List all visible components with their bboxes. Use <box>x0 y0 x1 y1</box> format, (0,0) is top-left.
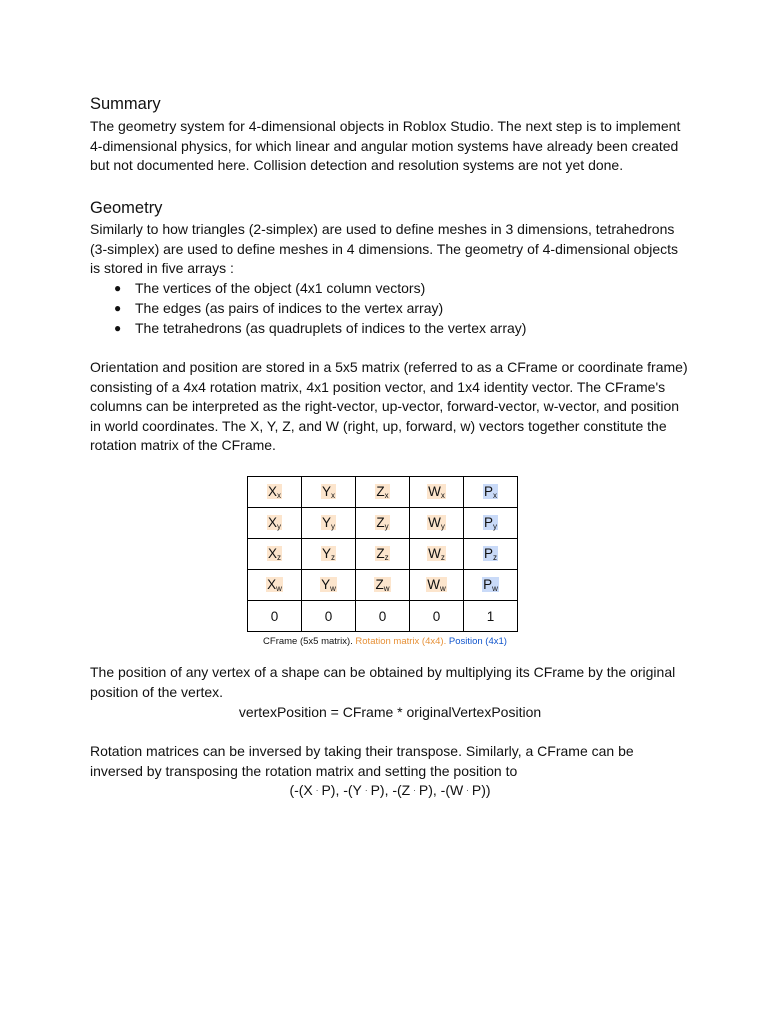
matrix-caption: CFrame (5x5 matrix). Rotation matrix (4x4). Position (4x1) <box>263 636 507 647</box>
matrix-row <box>248 539 518 570</box>
matrix-row <box>248 570 518 601</box>
matrix-cell: $X_x$ <box>248 477 302 508</box>
list-item: ● The edges (as pairs of indices to the vertex array) <box>90 299 690 319</box>
matrix-cell: $Y_z$ <box>302 539 356 570</box>
cframe-matrix-table <box>247 476 518 632</box>
matrix-cell: $W_w$ <box>410 570 464 601</box>
matrix-cell: $Z_z$ <box>356 539 410 570</box>
bullet-icon: ● <box>114 300 122 315</box>
orientation-paragraph: Orientation and position are stored in a 5x5 matrix (referred to as a CFrame or coordinate frame) consisting of a 4x4 rotation matrix, 4x1 position vector, and 1x4 identity vector. The CFrame's columns can be interpreted as the right-vector, up-vector, forward-vector, w-vector, and position in world coordinates. The X, Y, Z, and W (right, up, forward, w) vectors together constitute the rotation matrix of the CFrame. <box>90 359 688 454</box>
bullet-icon: ● <box>114 281 122 295</box>
matrix-cell: $X_w$ <box>248 570 302 601</box>
inverse-paragraph: Rotation matrices can be inversed by taking their transpose. Similarly, a CFrame can be inversed by transposing the rotation matrix and setting the position to <box>90 743 634 779</box>
matrix-row <box>248 477 518 508</box>
geometry-heading: Geometry <box>90 199 163 217</box>
summary-heading: Summary <box>90 95 161 113</box>
matrix-cell: $X_y$ <box>248 508 302 539</box>
bullet-icon: ● <box>114 320 122 335</box>
caption-rotation: Rotation matrix (4x4). <box>355 636 447 647</box>
matrix-cell: 0 <box>302 601 356 632</box>
matrix-cell: 0 <box>248 601 302 632</box>
vertex-formula: vertexPosition = CFrame * originalVertexPosition <box>238 704 542 720</box>
matrix-cell: $Z_x$ <box>356 477 410 508</box>
vertex-paragraph: The position of any vertex of a shape can be obtained by multiplying its CFrame by the original position of the vertex. <box>90 664 676 700</box>
matrix-cell: 1 <box>464 601 518 632</box>
matrix-cell: 0 <box>410 601 464 632</box>
matrix-cell: $X_z$ <box>248 539 302 570</box>
matrix-cell: $Y_w$ <box>302 570 356 601</box>
summary-paragraph: The geometry system for 4-dimensional objects in Roblox Studio. The next step is to implement 4-dimensional physics, for which linear and angular motion systems have already been created but not documented here. Collision detection and resolution systems are not yet done. <box>90 118 681 174</box>
matrix-cell: $Z_w$ <box>356 570 410 601</box>
matrix-cell: $W_x$ <box>410 477 464 508</box>
matrix-cell: $P_w$ <box>464 570 518 601</box>
matrix-row <box>248 508 518 539</box>
geometry-intro-paragraph: Similarly to how triangles (2-simplex) are used to define meshes in 3 dimensions, tetrahedrons (3-simplex) are used to define meshes in 4 dimensions. The geometry of 4-dimensional objects is stored in five arrays : <box>90 221 679 277</box>
matrix-row <box>248 601 518 632</box>
list-item: ● The tetrahedrons (as quadruplets of indices to the vertex array) <box>90 319 690 339</box>
matrix-cell: $W_y$ <box>410 508 464 539</box>
matrix-cell: $Y_y$ <box>302 508 356 539</box>
matrix-cell: 0 <box>356 601 410 632</box>
list-item: ● The vertices of the object (4x1 column vectors) <box>90 279 690 299</box>
matrix-cell: $Y_x$ <box>302 477 356 508</box>
matrix-cell: $Z_y$ <box>356 508 410 539</box>
geometry-array-list <box>90 279 690 338</box>
matrix-cell: $P_y$ <box>464 508 518 539</box>
matrix-cell: $W_z$ <box>410 539 464 570</box>
inverse-formula: (-(X · P), -(Y · P), -(Z · P), -(W · P)) <box>289 782 491 798</box>
matrix-cell: $P_z$ <box>464 539 518 570</box>
matrix-cell: $P_x$ <box>464 477 518 508</box>
caption-position: Position (4x1) <box>448 636 507 647</box>
